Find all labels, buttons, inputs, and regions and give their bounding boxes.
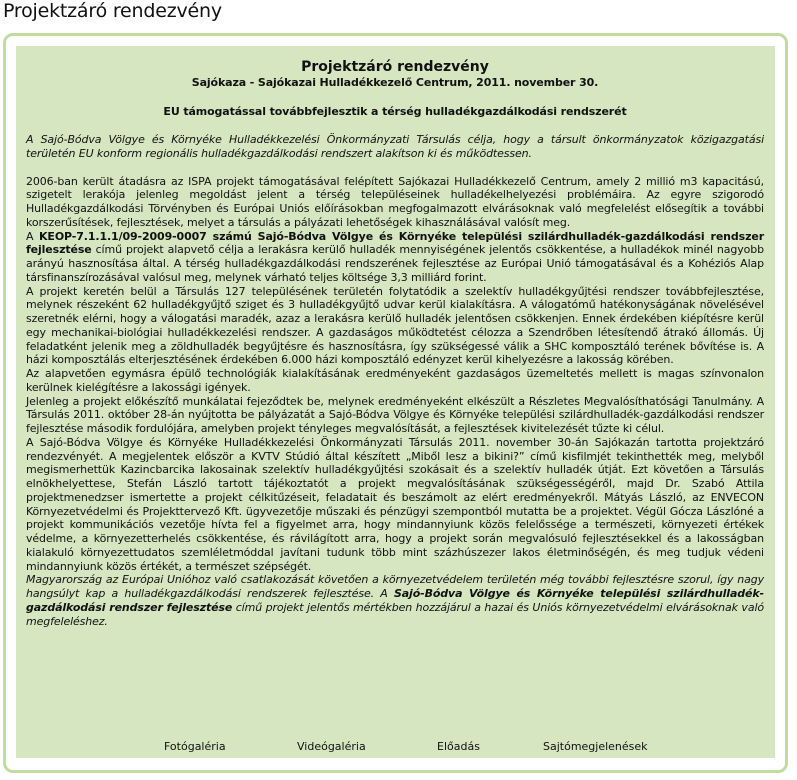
closing-rest: című projekt jelentős mértékben hozzájárul a hazai és Uniós környezetvédelmi elvárásoknak való megfeleléshez. xyxy=(26,600,764,628)
paragraph-2-prefix: A xyxy=(26,229,40,243)
paragraph-1: 2006-ban került átadásra az ISPA projekt támogatásával felépített Sajókazai Hulladékkezelő Centrum, amely 2 millió m3 kapacitású, szigetelt lerakója jelenleg megoldást jelent a térség településeinek hulladékelhelyezési problémáira. Az egyre szigorodó Hulladékgazdálkodási Törvényben és Európai Uniós előírásokban megfogalmazott elvárásoknak való megfelelést elősegítik a további korszerűsítések, fejlesztések, melyet a társulás a pályázati lehetőségek kihasználásával valósít meg. xyxy=(26,174,764,229)
article-title: Projektzáró rendezvény xyxy=(301,59,489,75)
video-gallery-link[interactable]: Videógaléria xyxy=(297,740,366,753)
page-heading: Projektzáró rendezvény xyxy=(3,0,222,22)
project-name-bold: KEOP-7.1.1.1/09-2009-0007 számú Sajó-Bódva Völgye és Környéke települési szilárdhulladék-gazdálkodási rendszer fejlesztése xyxy=(26,229,764,257)
paragraph-2-rest: című projekt alapvető célja a lerakásra kerülő hulladék mennyiségének jelentős csökkentése, a hulladékok minél nagyobb arányú hasznosítása által. A térség hulladékgazdálkodási rendszerének fejlesztése az Európai Unió támogatásával és a Kohéziós Alap társfinanszírozásával valósul meg, melynek várható teljes költsége 3,3 milliárd forint. xyxy=(26,243,764,284)
intro-paragraph: A Sajó-Bódva Völgye és Környéke Hulladékkezelési Önkormányzati Társulás célja, hogy a társult önkormányzatok közigazgatási területén EU konform regionális hulladékgazdálkodási rendszert alakítson ki és működtessen. xyxy=(26,133,764,160)
article-panel xyxy=(3,33,788,773)
closing-prefix: Magyarország az Európai Unióhoz való csatlakozását követően a környezetvédelem területén még további fejlesztésre szorul, így nagy hangsúlyt kap a hulladékgazdálkodási rendszerek fejlesztése. A xyxy=(26,573,764,600)
gallery-links xyxy=(16,740,775,756)
article-content-box xyxy=(16,46,775,758)
press-appearances-link[interactable]: Sajtómegjelenések xyxy=(543,740,648,753)
paragraph-2 xyxy=(26,230,764,285)
presentation-link[interactable]: Előadás xyxy=(437,740,480,753)
paragraph-3: A projekt keretén belül a Társulás 127 településének területén folytatódik a szelektív hulladékgyűjtési rendszer továbbfejlesztése, melynek részeként 62 hulladékgyűjtő sziget és 3 hulladékgyűjtő udvar kerül kialakításra. A válogatómű hatékonyságának növelésével szeretnék elérni, hogy a válogatási maradék, azaz a lerakásra kerülő hulladék jelentősen csökkenjen. Ennek érdekében kiépítésre kerül egy mechanikai-biológiai hulladékkezelési rendszer. A gazdaságos működtetést célozza a Szendrőben létesítendő átrakó állomás. Új feladatként jelenik meg a zöldhulladék begyűjtésre és hasznosításra, így szükségessé válik a SHC komposztáló terének bővítése is. A házi komposztálás elterjesztésének érdekében 6.000 házi komposztáló edényzet kerül kihelyezésre a lakosság körében. xyxy=(26,284,764,367)
paragraph-4: Az alapvetően egymásra épülő technológiák kialakításának eredményeként gazdaságos üzemeltetés mellett is magas színvonalon kerülnek kielégítésre a lakossági igények. xyxy=(26,367,764,394)
closing-project-name-bold: Sajó-Bódva Völgye és Környéke települési szilárdhulladék-gazdálkodási rendszer fejlesztése xyxy=(26,587,764,614)
eu-heading: EU támogatással továbbfejlesztik a térség hulladékgazdálkodási rendszerét xyxy=(163,105,627,118)
article-body xyxy=(26,58,764,628)
closing-paragraph xyxy=(26,573,764,628)
article-subtitle: Sajókaza - Sajókazai Hulladékkezelő Centrum, 2011. november 30. xyxy=(191,76,599,89)
paragraph-5: Jelenleg a projekt előkészítő munkálatai fejeződtek be, melynek eredményeként elkészült a Részletes Megvalósíthatósági Tanulmány. A Társulás 2011. október 28-án nyújtotta be pályázatát a Sajó-Bódva Völgye és Környéke települési szilárdhulladék-gazdálkodási rendszer fejlesztése második fordulójára, amelyben projekt tényleges megvalósítását, a fejlesztések kivitelezését tűzte ki célul. xyxy=(26,394,764,435)
photo-gallery-link[interactable]: Fotógaléria xyxy=(164,740,226,753)
paragraph-6: A Sajó-Bódva Völgye és Környéke Hulladékkezelési Önkormányzati Társulás 2011. november 30-án Sajókazán tartotta projektzáró rendezvényét. A megjelentek először a KVTV Stúdió által készített „Miből lesz a bikini?” című kisfilmjét tekinthették meg, melyből megismerhettük Kazincbarcika lakosainak szelektív hulladékgyűjtési szokásait és a szelektív hulladék útját. Ezt követően a Társulás elnökhelyettese, Stefán László tartott tájékoztatót a projekt megvalósításának szükségességéről, majd Dr. Szabó Attila projektmenedzser ismertette a projekt célkitűzéseit, feladatait és beszámolt az elért eredményekről. Mátyás László, az ENVECON Környezetvédelmi és Projekttervező Kft. ügyvezetője műszaki és pénzügyi szempontból mutatta be a projektet. Végül Gócza Lászlóné a projekt kommunikációs vezetője hívta fel a figyelmet arra, hogy mindannyiunk közös felelőssége a természeti, környezeti értékek védelme, a környezetterhelés csökkentése, és rávilágított arra, hogy a projekt során megvalósuló fejlesztésekkel és a lakosságban kialakuló környezettudatos szemléletmóddal javítani tudunk több mint százhúszezer lakos életminőségén, és meg tudjuk védeni mindannyiunk közös értékét, a természet szépségét. xyxy=(26,435,764,573)
